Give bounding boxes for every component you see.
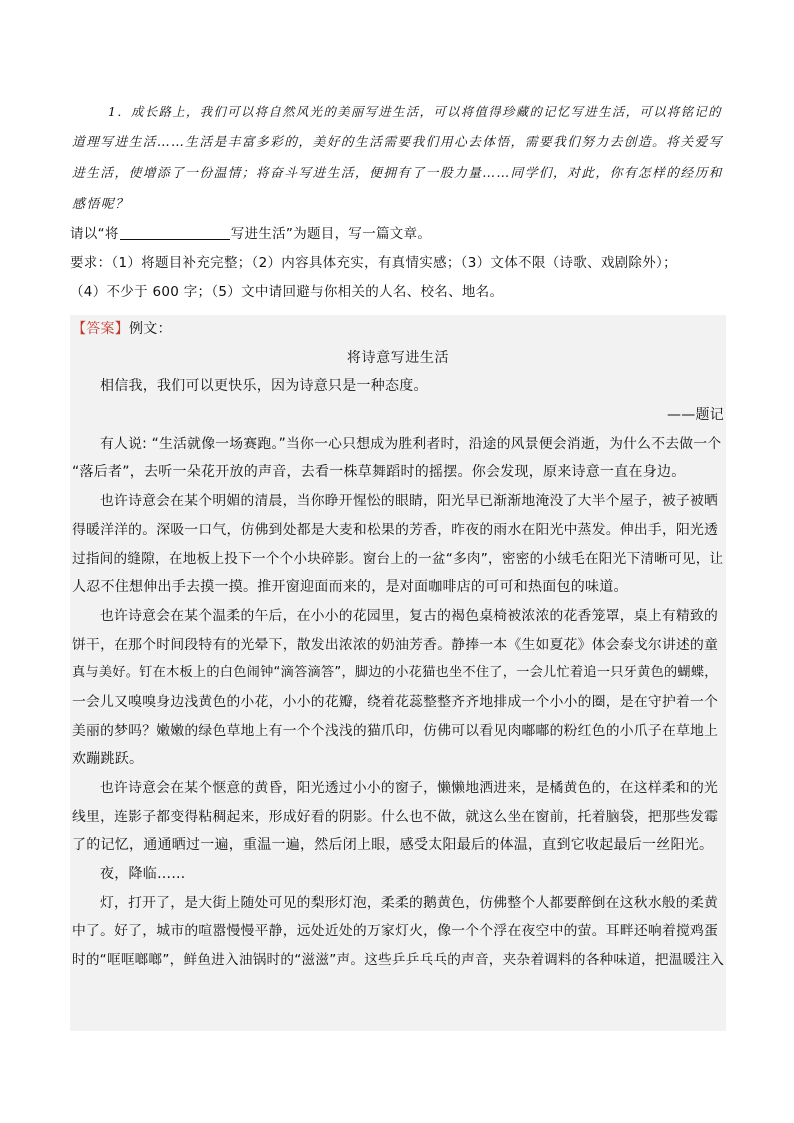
- essay-line: 真与美好。钉在木板上的白色闹钟“滴答滴答”，脚边的小花猫也坐不住了，一会儿忙着追一只牙黄色的蝴蝶，: [72, 665, 718, 681]
- essay-line: 也许诗意会在某个明媚的清晨，当你睁开惺忪的眼睛，阳光早已渐渐地淹没了大半个屋子，被子被晒: [100, 493, 719, 510]
- essay-line: 得暖洋洋的。深吸一口气，仿佛到处都是大麦和松果的芳香，昨夜的雨水在阳光中蒸发。伸出手，阳光透: [72, 521, 719, 538]
- requirements-line: 要求：（1）将题目补充完整；（2）内容具体充实，有真情实感；（3）文体不限（诗歌、戏剧除外）；: [70, 255, 677, 271]
- essay-prompt: [70, 220, 724, 249]
- prompt-prefix: 请以“将: [70, 226, 119, 242]
- essay-line: 也许诗意会在某个惬意的黄昏，阳光透过小小的窗子，懒懒地洒进来，是橘黄色的，在这样柔和的光: [100, 780, 719, 796]
- question-line: 道理写进生活……生活是丰富多彩的，美好的生活需要我们用心去体悟，需要我们努力去创造。将关爱写: [72, 135, 723, 150]
- question-line: 1．成长路上，我们可以将自然风光的美丽写进生活，可以将值得珍藏的记忆写进生活，可以将铭记的: [108, 104, 722, 119]
- essay-line: “落后者”，去听一朵花开放的声音，去看一株草舞蹈时的摇摆。你会发现，原来诗意一直在身边。: [72, 464, 686, 481]
- answer-section: [70, 315, 726, 1031]
- answer-lead: 例文：: [129, 321, 172, 337]
- essay-line: 人忍不住想伸出手去摸一摸。推开窗迎面而来的，是对面咖啡店的可可和热面包的味道。: [72, 579, 628, 596]
- essay-line: 也许诗意会在某个温柔的午后，在小小的花园里，复古的褐色桌椅被浓浓的花香笼罩，桌上有精致的: [100, 607, 719, 624]
- essay-line: 欢蹦跳跃。: [72, 751, 144, 768]
- essay-line: 线里，连影子都变得粘稠起来，形成好看的阴影。什么也不做，就这么坐在窗前，托着脑袋，把那些发霉: [72, 808, 719, 825]
- essay-line: 夜，降临……: [100, 866, 186, 883]
- prompt-suffix: 写进生活”为题目，写一篇文章。: [230, 226, 432, 242]
- question-block: [72, 96, 724, 307]
- epigraph: 相信我，我们可以更快乐，因为诗意只是一种态度。: [100, 378, 428, 395]
- essay-line: 饼干，在那个时间段特有的光晕下，散发出浓浓的奶油芳香。静捧一本《生如夏花》体会泰戈尔讲述的童: [72, 636, 719, 653]
- essay-line: 美丽的梦吗？嫩嫩的绿色草地上有一个个浅浅的猫爪印，仿佛可以看见肉嘟嘟的粉红色的小爪子在草地上: [72, 722, 719, 739]
- essay-line: 了的记忆，通通晒过一遍，重温一遍，然后闭上眼，感受太阳最后的体温，直到它收起最后一丝阳光。: [72, 837, 714, 854]
- question-line: 进生活，使增添了一份温情；将奋斗写进生活，便拥有了一股力量……同学们，对此，你有怎样的经历和: [72, 166, 723, 181]
- answer-header: [70, 315, 726, 344]
- essay-line: 中了。好了，城市的喧嚣慢慢平静，远处近处的万家灯火，像一个个浮在夜空中的萤。耳畔还响着搅鸡蛋: [72, 923, 719, 940]
- essay-line: 有人说: “生活就像一场赛跑。”当你一心只想成为胜利者时，沿途的风景便会消逝，为什么不去做一个: [100, 435, 722, 452]
- answer-tag: 【答案】: [72, 321, 129, 337]
- essay-line: 过指间的缝隙，在地板上投下一个个小块碎影。窗台上的一盆“多肉”，密密的小绒毛在阳光下清晰可见，让: [72, 550, 724, 567]
- requirements-line: （4）不少于 600 字；（5）文中请回避与你相关的人名、校名、地名。: [70, 284, 504, 300]
- epigraph-signature: ——题记: [667, 407, 724, 424]
- essay-line: 时的“哐哐啷啷”，鲜鱼进入油锅时的“滋滋”声。这些乒乒乓乓的声音，夹杂着调料的各种味道，把温暖注入: [72, 952, 725, 969]
- question-line: 感悟呢？: [72, 197, 130, 212]
- essay-title: 将诗意写进生活: [346, 349, 450, 366]
- title-blank: [120, 225, 230, 240]
- essay-line: 一会儿又嗅嗅身边浅黄色的小花，小小的花瓣，绕着花蕊整整齐齐地排成一个小小的圈，是在守护着一个: [72, 693, 719, 710]
- essay-line: 灯，打开了，是大街上随处可见的梨形灯泡，柔柔的鹅黄色，仿佛整个人都要醉倒在这秋水般的柔黄: [100, 894, 719, 911]
